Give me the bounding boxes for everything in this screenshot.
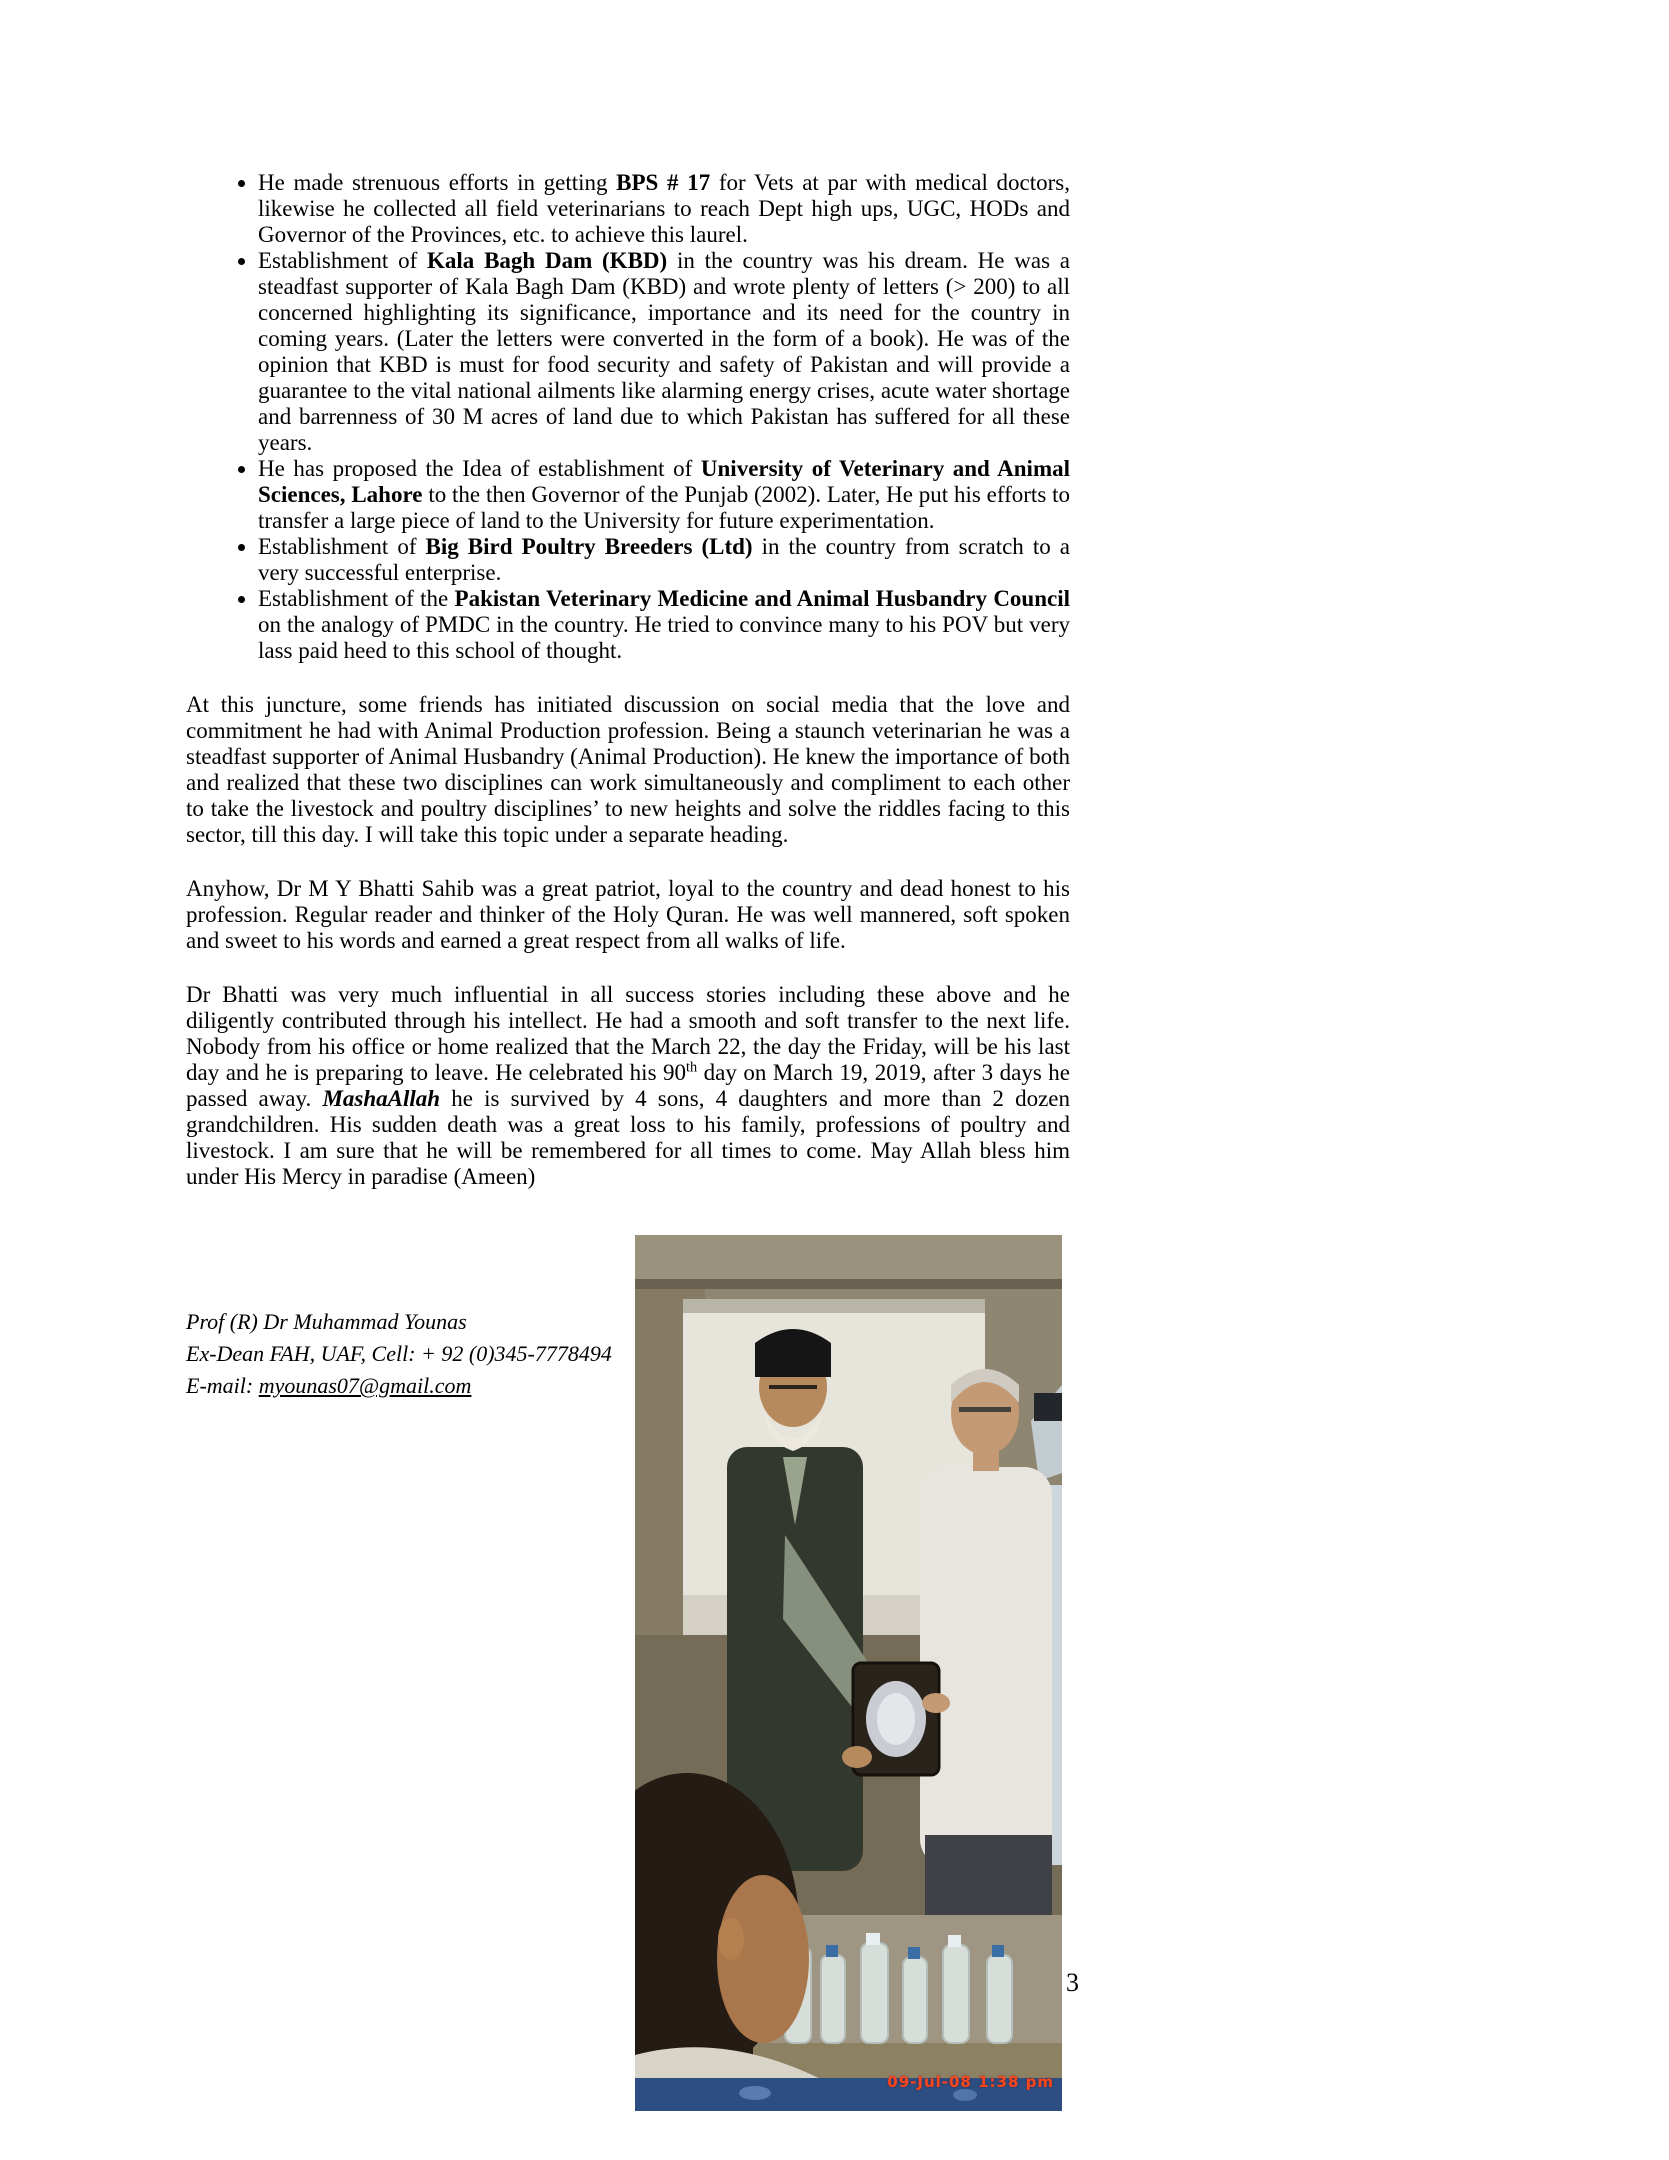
paragraph: Dr Bhatti was very much influential in all success stories including these above and he diligently contributed through his intellect. He had a smooth and soft transfer to the next life. Nobody from his office or home realized that the March 22, the day the Friday, will be his last day and he is preparing to leave. He celebrated his 90th day on March 19, 2019, after 3 days he passed away. MashaAllah he is survived by 4 sons, 4 daughters and more than 2 dozen grandchildren. His sudden death was a great loss to his family, professions of poultry and livestock. I am sure that he will be remembered for all times to come. May Allah bless him under His Mercy in paradise (Ameen) <box>186 982 1071 1189</box>
document-body <box>186 170 1070 1190</box>
signature-block <box>186 1306 612 1402</box>
bullet-list <box>186 170 1070 664</box>
bullet-item: • He has proposed the Idea of establishment of University of Veterinary and Animal Sciences, Lahore to the then Governor of the Punjab (2002). Later, He put his efforts to transfer a large piece of land to the University for future experimentation. <box>258 456 1070 534</box>
bullet-item: • Establishment of the Pakistan Veterinary Medicine and Animal Husbandry Council on the analogy of PMDC in the country. He tried to convince many to his POV but very lass paid heed to this school of thought. <box>258 586 1070 664</box>
award-ceremony-photo <box>635 1235 1062 2111</box>
paragraph: Anyhow, Dr M Y Bhatti Sahib was a great patriot, loyal to the country and dead honest to his profession. Regular reader and thinker of the Holy Quran. He was well mannered, soft spoken and sweet to his words and earned a great respect from all walks of life. <box>186 876 1070 953</box>
award-plaque <box>842 1663 950 1775</box>
signature-name: Prof (R) Dr Muhammad Younas <box>186 1309 467 1334</box>
bullet-item: • Establishment of Big Bird Poultry Breeders (Ltd) in the country from scratch to a very successful enterprise. <box>258 534 1070 586</box>
signature-title: Ex-Dean FAH, UAF, Cell: + 92 (0)345-7778494 <box>186 1341 612 1366</box>
email-label: E-mail: <box>186 1373 259 1398</box>
photo-scene <box>635 1235 1062 2111</box>
paragraph: At this juncture, some friends has initiated discussion on social media that the love and commitment he had with Animal Production profession. Being a staunch veterinarian he was a steadfast supporter of Animal Husbandry (Animal Production). He knew the importance of both and realized that these two disciplines can work simultaneously and compliment to each other to take the livestock and poultry disciplines’ to new heights and solve the riddles facing to this sector, till this day. I will take this topic under a separate heading. <box>186 692 1070 847</box>
bullet-item: • He made strenuous efforts in getting BPS # 17 for Vets at par with medical doctors, likewise he collected all field veterinarians to reach Dept high ups, UGC, HODs and Governor of the Provinces, etc. to achieve this laurel. <box>258 170 1070 248</box>
email-link[interactable]: myounas07@gmail.com <box>258 1373 472 1398</box>
signature-email-line <box>186 1370 612 1402</box>
page-number: 3 <box>1066 1968 1079 1997</box>
photo-timestamp: 09-Jul-08 1:38 pm <box>887 2073 1054 2091</box>
bullet-item: • Establishment of Kala Bagh Dam (KBD) in the country was his dream. He was a steadfast supporter of Kala Bagh Dam (KBD) and wrote plenty of letters (> 200) to all concerned highlighting its significance, importance and its need for the country in coming years. (Later the letters were converted in the form of a book). He was of the opinion that KBD is must for food security and safety of Pakistan and will provide a guarantee to the vital national ailments like alarming energy crises, acute water shortage and barrenness of 30 M acres of land due to which Pakistan has suffered for all these years. <box>258 248 1070 456</box>
